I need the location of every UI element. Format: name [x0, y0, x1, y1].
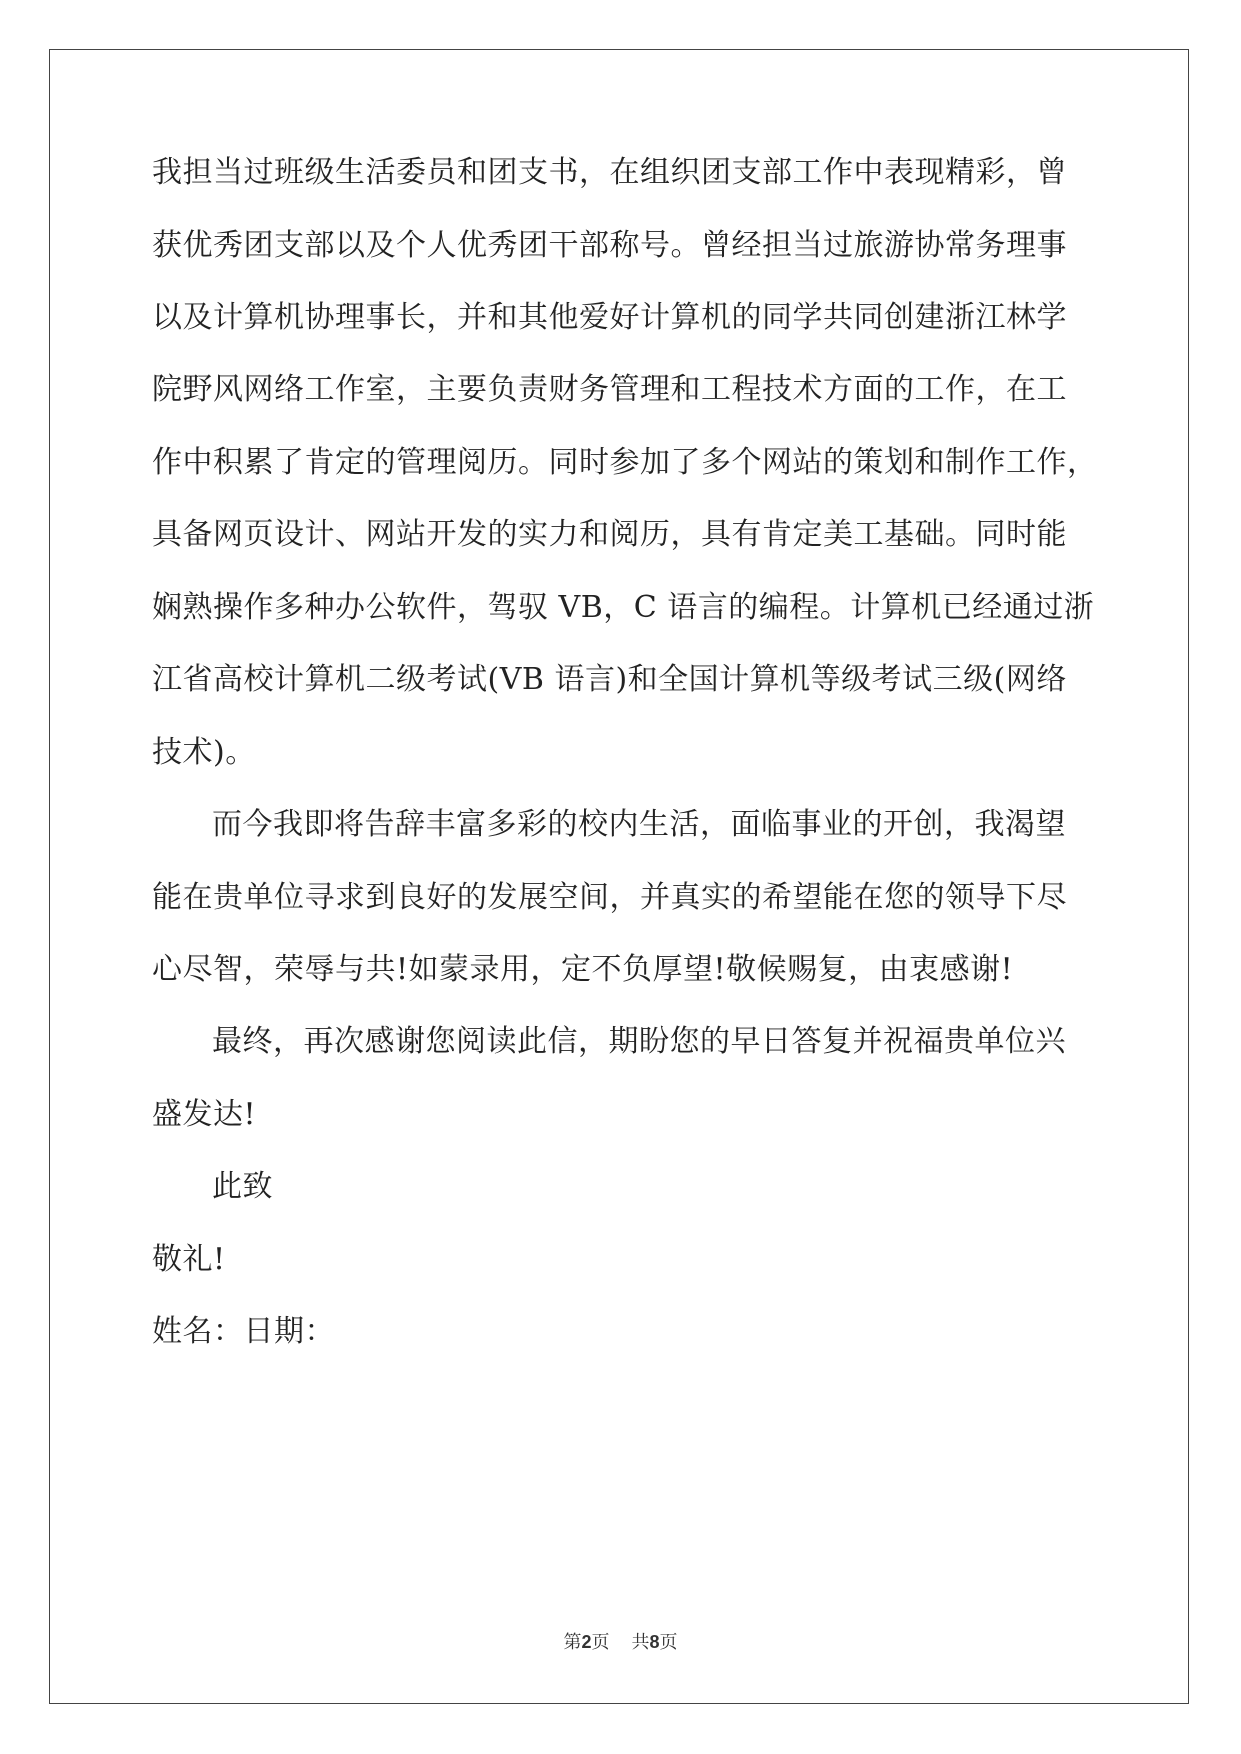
total-suffix: 页 — [659, 1632, 678, 1653]
body-line: 作中积累了肯定的管理阅历。同时参加了多个网站的策划和制作工作， — [152, 445, 1098, 480]
body-line: 院野风网络工作室，主要负责财务管理和工程技术方面的工作，在工 — [152, 372, 1067, 407]
body-line: 而今我即将告辞丰富多彩的校内生活，面临事业的开创，我渴望 — [212, 807, 1066, 842]
body-line: 最终，再次感谢您阅读此信，期盼您的早日答复并祝福贵单位兴 — [212, 1024, 1066, 1059]
page-total: 8 — [649, 1632, 660, 1652]
body-line: 我担当过班级生活委员和团支书，在组织团支部工作中表现精彩，曾 — [152, 155, 1067, 190]
body-line: 具备网页设计、网站开发的实力和阅历，具有肯定美工基础。同时能 — [152, 517, 1067, 552]
body-line: 技术)。 — [152, 735, 256, 770]
body-line: 娴熟操作多种办公软件，驾驭 VB，C 语言的编程。计算机已经通过浙 — [152, 590, 1095, 625]
page-prefix: 第 — [563, 1632, 582, 1653]
total-prefix: 共 — [631, 1632, 650, 1653]
page-footer — [0, 1628, 1241, 1654]
body-line: 获优秀团支部以及个人优秀团干部称号。曾经担当过旅游协常务理事 — [152, 228, 1067, 263]
body-line: 以及计算机协理事长，并和其他爱好计算机的同学共同创建浙江林学 — [152, 300, 1067, 335]
body-line: 江省高校计算机二级考试(VB 语言)和全国计算机等级考试三级(网络 — [152, 662, 1067, 697]
signature-line: 姓名：日期： — [152, 1314, 335, 1349]
page-current: 2 — [581, 1632, 592, 1652]
body-line: 能在贵单位寻求到良好的发展空间，并真实的希望能在您的领导下尽 — [152, 880, 1067, 915]
body-line: 心尽智，荣辱与共!如蒙录用，定不负厚望!敬候赐复，由衷感谢! — [152, 952, 1014, 987]
page-suffix: 页 — [591, 1632, 610, 1653]
closing-regards: 敬礼! — [152, 1242, 226, 1277]
body-line: 盛发达! — [152, 1097, 257, 1132]
closing-salutation: 此致 — [212, 1169, 273, 1204]
